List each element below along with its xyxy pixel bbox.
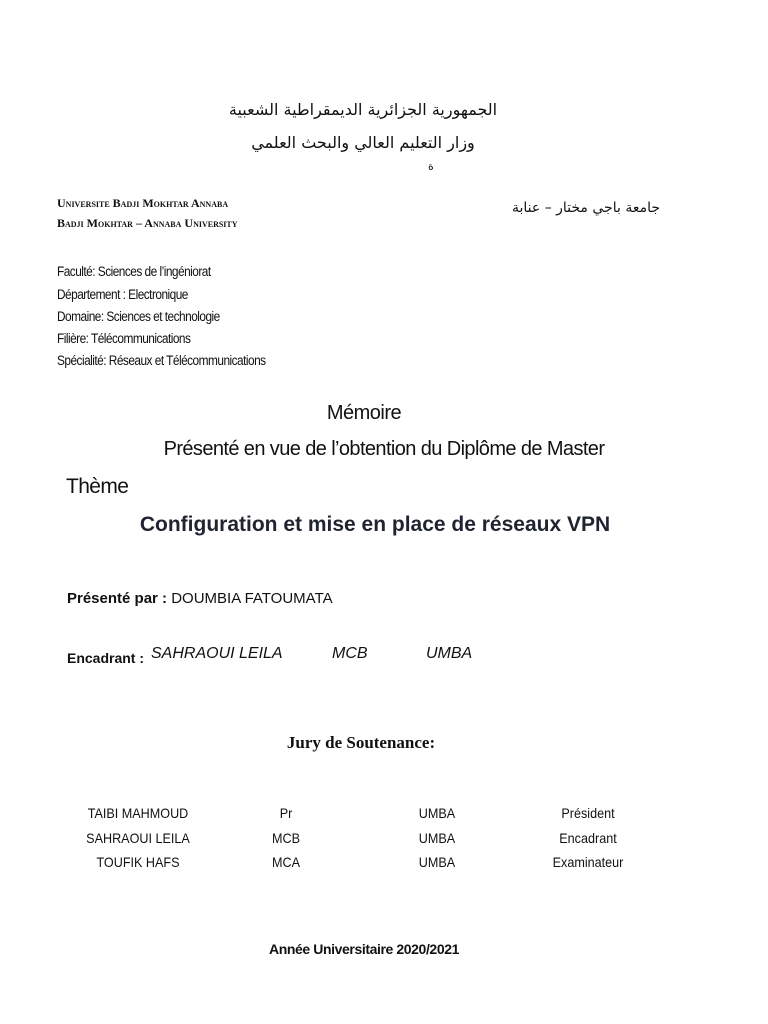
jury-member-name: TOUFIK HAFS: [96, 854, 180, 870]
domain-line: Domaine: Sciences et technologie: [57, 309, 220, 324]
jury-member-role: Président: [561, 805, 615, 821]
jury-member-grade: MCA: [271, 854, 301, 870]
jury-member-role: Examinateur: [552, 854, 624, 870]
theme-label: Thème: [66, 475, 129, 498]
supervisor-grade: MCB: [332, 645, 368, 662]
memoire-title: Mémoire: [326, 402, 402, 424]
jury-row: [0, 805, 768, 823]
supervisor-institution: UMBA: [426, 645, 473, 662]
supervisor-label: Encadrant :: [67, 650, 145, 666]
supervisor-name: SAHRAOUI LEILA: [151, 645, 283, 662]
specialty-line: Spécialité: Réseaux et Télécommunications: [57, 353, 266, 368]
jury-title: Jury de Soutenance:: [286, 733, 436, 752]
jury-row: [0, 830, 768, 848]
jury-row: [0, 854, 768, 872]
jury-member-institution: UMBA: [418, 830, 456, 846]
jury-member-role: Encadrant: [559, 830, 617, 846]
jury-member-institution: UMBA: [418, 805, 456, 821]
ministry-title-ar: وزار التعليم العالي والبحث العلمي: [251, 133, 475, 152]
presented-by-row: [67, 590, 333, 607]
jury-member-name: SAHRAOUI LEILA: [86, 830, 190, 846]
university-name-fr: Universite Badji Mokhtar Annaba: [57, 196, 229, 210]
department-line: Département : Electronique: [57, 287, 188, 302]
republic-title-ar: الجمهورية الجزائرية الديمقراطية الشعبية: [228, 100, 498, 119]
jury-member-institution: UMBA: [418, 854, 456, 870]
ministry-title-suffix-ar: ة: [428, 160, 434, 173]
faculty-line: Faculté: Sciences de l’ingéniorat: [57, 264, 211, 279]
theme-title: Configuration et mise en place de réseaux VPN: [139, 513, 611, 536]
jury-member-grade: Pr: [279, 805, 293, 821]
jury-member-name: TAIBI MAHMOUD: [87, 805, 189, 821]
university-name-en: Badji Mokhtar – Annaba University: [57, 216, 238, 230]
academic-year: Année Universitaire 2020/2021: [269, 941, 459, 957]
memoire-subtitle: Présenté en vue de l’obtention du Diplôme de Master: [163, 438, 605, 460]
jury-member-grade: MCB: [271, 830, 301, 846]
student-name: DOUMBIA FATOUMATA: [171, 590, 333, 607]
field-line: Filière: Télécommunications: [57, 331, 191, 346]
presented-by-label: Présenté par :: [67, 590, 168, 607]
university-name-ar: جامعة باجي مختار – عنابة: [512, 200, 660, 216]
